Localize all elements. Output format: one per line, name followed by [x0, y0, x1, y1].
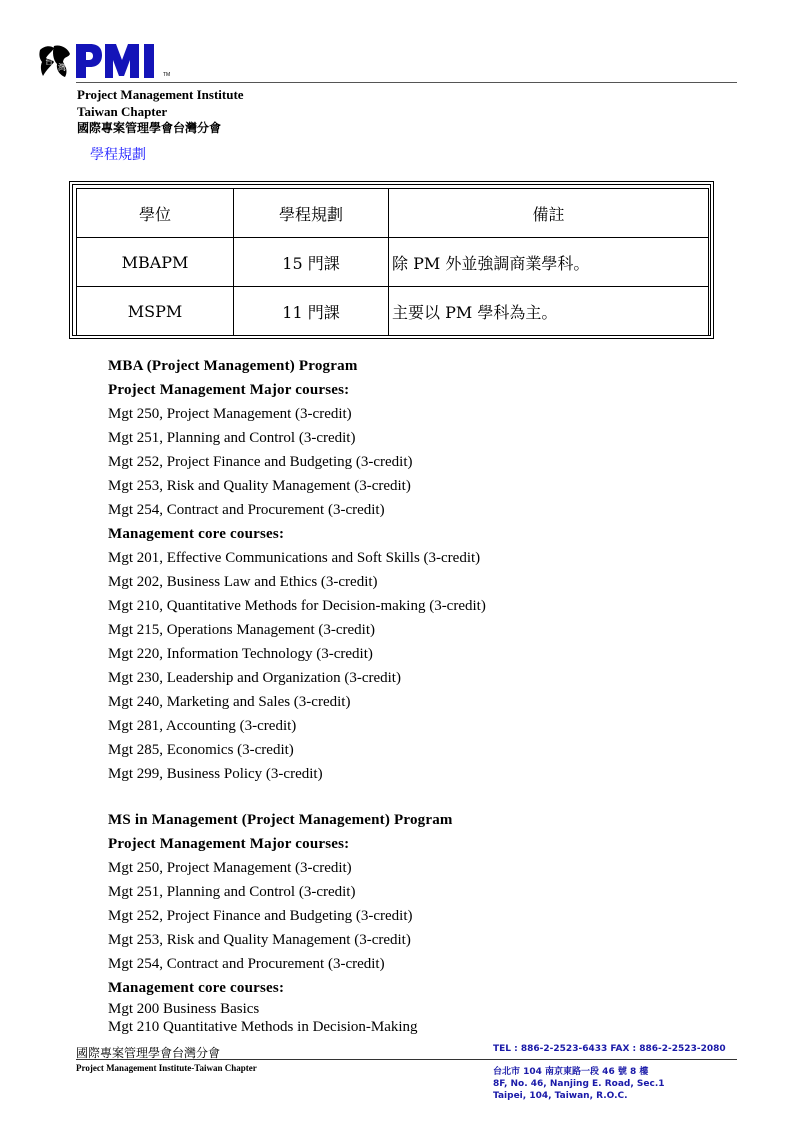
address-zh: 台北市 104 南京東路一段 46 號 8 樓 [493, 1067, 649, 1077]
list-item: Mgt 252, Project Finance and Budgeting (3-credit) [108, 454, 413, 470]
header-degree: 學位 [77, 189, 234, 238]
list-item: Mgt 285, Economics (3-credit) [108, 742, 294, 758]
list-item: Mgt 202, Business Law and Ethics (3-credit) [108, 574, 378, 590]
cell-curriculum: 11 門課 [234, 287, 389, 336]
list-item: Mgt 299, Business Policy (3-credit) [108, 766, 323, 782]
list-item: Mgt 215, Operations Management (3-credit) [108, 622, 376, 638]
ms-core-heading: Management core courses: [108, 980, 285, 996]
list-item: Mgt 252, Project Finance and Budgeting (3-credit) [108, 908, 413, 924]
org-chapter-en: Taiwan Chapter [77, 104, 168, 119]
header-curriculum: 學程規劃 [234, 189, 389, 238]
ms-major-heading: Project Management Major courses: [108, 836, 350, 852]
header-divider [76, 82, 737, 83]
mba-major-heading: Project Management Major courses: [108, 382, 350, 398]
ms-program-section [108, 808, 453, 1036]
header-remarks: 備註 [389, 189, 709, 238]
section-title: 學程規劃 [90, 147, 146, 163]
organization-block [77, 86, 244, 137]
cell-remarks: 主要以 PM 學科為主。 [389, 287, 709, 336]
list-item: Mgt 220, Information Technology (3-credit) [108, 646, 373, 662]
cell-degree: MBAPM [77, 238, 234, 287]
table-row [77, 287, 709, 336]
list-item: Mgt 253, Risk and Quality Management (3-credit) [108, 478, 411, 494]
logo-graphic [38, 42, 172, 80]
footer-address [493, 1066, 665, 1102]
program-table [76, 188, 709, 336]
footer-org-name-zh: 國際專案管理學會台灣分會 [76, 1046, 221, 1060]
mba-program-title: MBA (Project Management) Program [108, 358, 358, 374]
list-item: Mgt 251, Planning and Control (3-credit) [108, 430, 356, 446]
cell-degree: MSPM [77, 287, 234, 336]
trademark-mark: TM [163, 72, 171, 78]
list-item: Mgt 210 Quantitative Methods in Decision-Making [108, 1019, 418, 1035]
footer-divider [76, 1059, 737, 1060]
svg-text:灣: 灣 [58, 63, 66, 72]
list-item: Mgt 210, Quantitative Methods for Decision-making (3-credit) [108, 598, 486, 614]
footer-phone-fax: TEL : 886-2-2523-6433 FAX : 886-2-2523-2080 [493, 1044, 726, 1054]
cell-remarks: 除 PM 外並強調商業學科。 [389, 238, 709, 287]
table-header-row [77, 189, 709, 238]
address-en-line2: Taipei, 104, Taiwan, R.O.C. [493, 1091, 628, 1101]
list-item: Mgt 250, Project Management (3-credit) [108, 406, 352, 422]
list-item: Mgt 253, Risk and Quality Management (3-credit) [108, 932, 411, 948]
pmi-taiwan-logo [38, 42, 172, 80]
cell-curriculum: 15 門課 [234, 238, 389, 287]
list-item: Mgt 250, Project Management (3-credit) [108, 860, 352, 876]
org-name-zh: 國際專案管理學會台灣分會 [77, 121, 222, 135]
address-en-line1: 8F, No. 46, Nanjing E. Road, Sec.1 [493, 1079, 665, 1089]
list-item: Mgt 200 Business Basics [108, 1001, 260, 1017]
svg-text:台: 台 [45, 57, 53, 66]
list-item: Mgt 254, Contract and Procurement (3-credit) [108, 956, 385, 972]
ms-program-title: MS in Management (Project Management) Program [108, 812, 453, 828]
list-item: Mgt 254, Contract and Procurement (3-credit) [108, 502, 385, 518]
list-item: Mgt 230, Leadership and Organization (3-credit) [108, 670, 401, 686]
footer-org-name-en: Project Management Institute-Taiwan Chapter [76, 1063, 257, 1073]
org-name-en: Project Management Institute [77, 87, 244, 102]
program-table-frame [69, 181, 714, 339]
list-item: Mgt 201, Effective Communications and Soft Skills (3-credit) [108, 550, 481, 566]
mba-core-heading: Management core courses: [108, 526, 285, 542]
list-item: Mgt 281, Accounting (3-credit) [108, 718, 297, 734]
list-item: Mgt 240, Marketing and Sales (3-credit) [108, 694, 351, 710]
table-row [77, 238, 709, 287]
list-item: Mgt 251, Planning and Control (3-credit) [108, 884, 356, 900]
mba-program-section [108, 354, 486, 786]
